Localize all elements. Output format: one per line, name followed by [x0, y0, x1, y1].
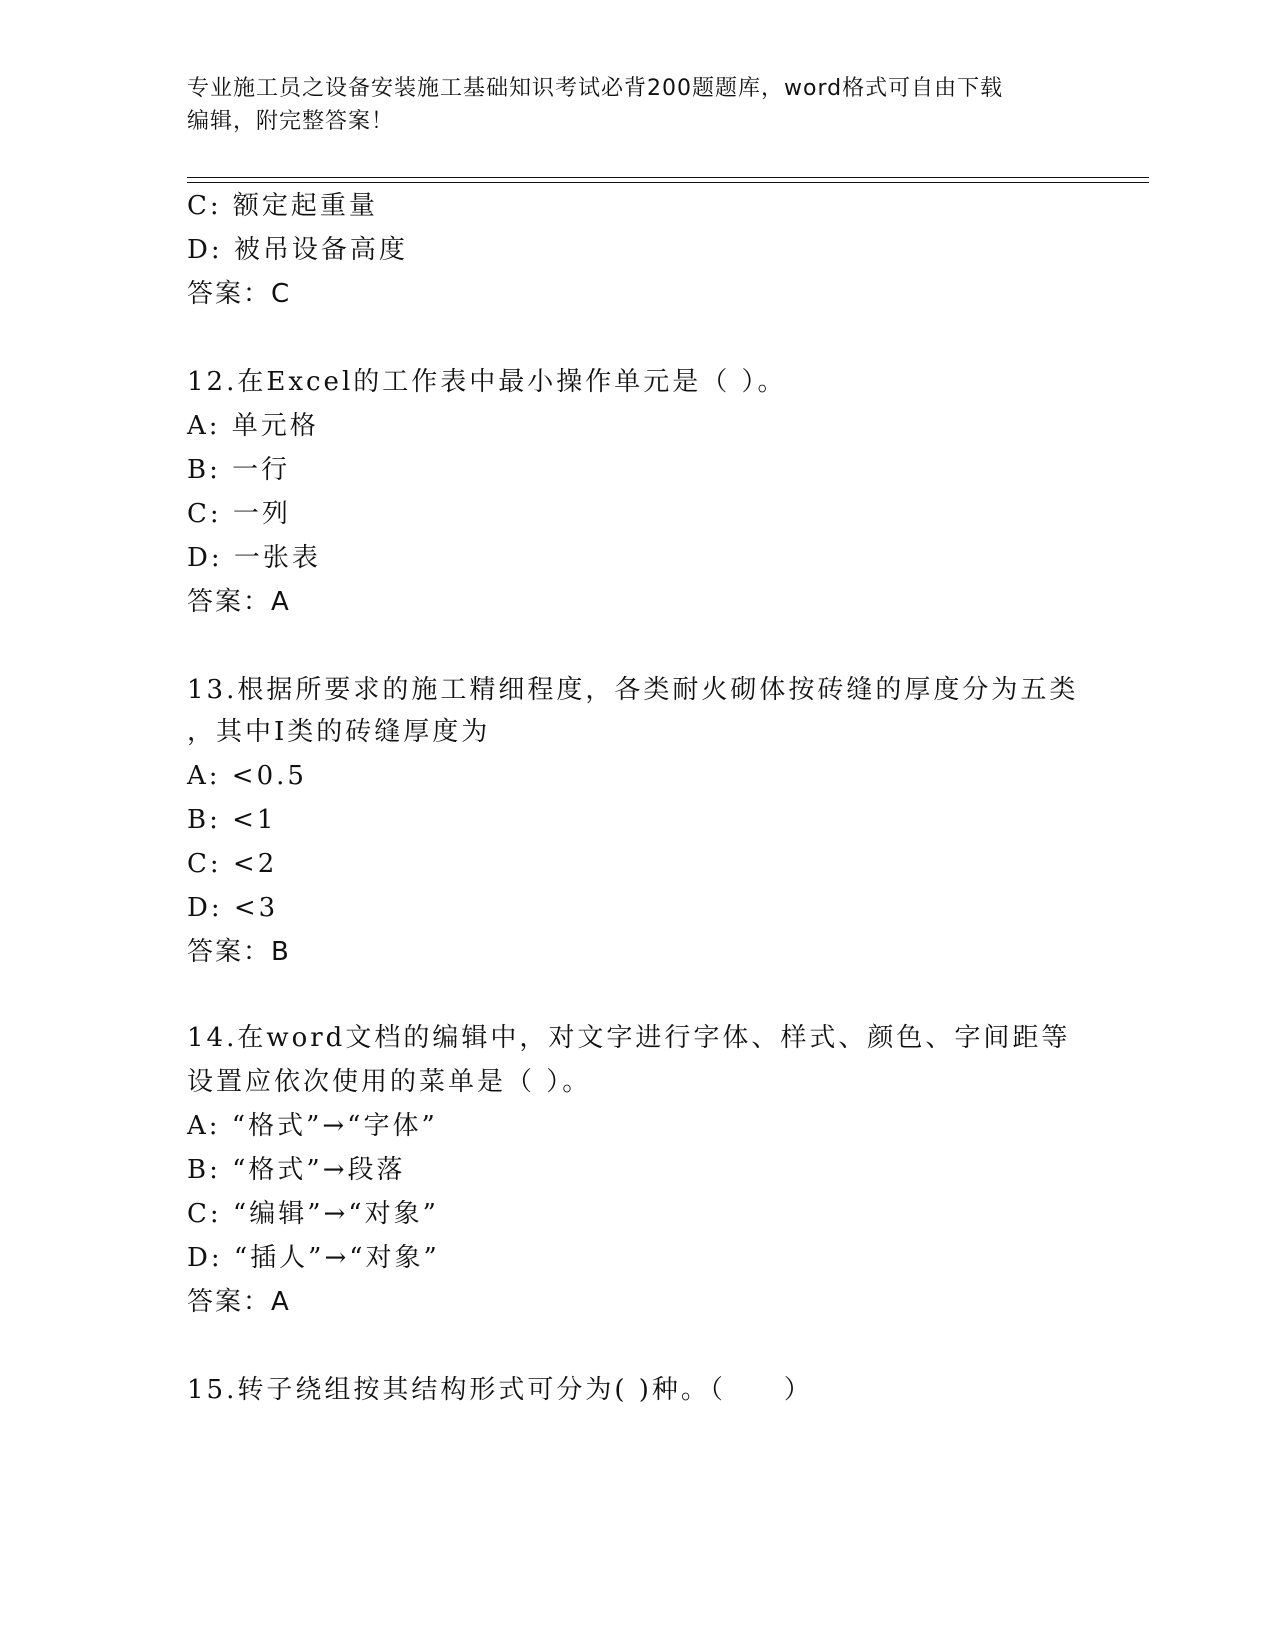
q13-option-b: B: <1 — [187, 805, 277, 835]
q13-question-line-1: 13.根据所要求的施工精细程度，各类耐火砌体按砖缝的厚度分为五类 — [187, 675, 1079, 705]
q13-question-line-2: ，其中Ⅰ类的砖缝厚度为 — [187, 717, 491, 747]
q11-option-d: D: 被吊设备高度 — [187, 235, 408, 265]
q12-option-c: C: 一列 — [187, 499, 291, 529]
q14-option-a: A: “格式”→“字体” — [187, 1111, 438, 1141]
q13-option-d: D: <3 — [187, 893, 279, 923]
answer-value: A — [271, 1287, 291, 1317]
header-title-line-1: 专业施工员之设备安装施工基础知识考试必背200题题库，word格式可自由下载 — [187, 76, 1004, 101]
answer-label: 答案： — [187, 937, 272, 967]
header-divider-bottom — [187, 182, 1149, 183]
answer-label: 答案： — [187, 587, 272, 617]
header-divider-top — [187, 177, 1149, 178]
answer-label: 答案： — [187, 279, 272, 309]
q13-option-a: A: <0.5 — [187, 761, 307, 791]
document-header — [187, 72, 1087, 138]
q11-option-c: C: 额定起重量 — [187, 191, 378, 221]
answer-label: 答案： — [187, 1287, 272, 1317]
q12-option-b: B: 一行 — [187, 455, 291, 485]
header-title-line-2: 编辑，附完整答案！ — [187, 109, 395, 134]
q11-answer — [187, 278, 291, 310]
answer-value: A — [271, 587, 291, 617]
q14-question-line-2: 设置应依次使用的菜单是（ ）。 — [187, 1067, 592, 1097]
answer-value: B — [271, 937, 291, 967]
answer-value: C — [271, 279, 292, 309]
q13-answer — [187, 936, 291, 968]
q13-option-c: C: <2 — [187, 849, 278, 879]
q14-option-d: D: “插人”→“对象” — [187, 1243, 440, 1273]
q12-option-a: A: 单元格 — [187, 411, 319, 441]
q12-option-d: D: 一张表 — [187, 543, 321, 573]
q14-question-line-1: 14.在word文档的编辑中，对文字进行字体、样式、颜色、字间距等 — [187, 1023, 1071, 1053]
q15-question: 15.转子绕组按其结构形式可分为( )种。（ ） — [187, 1375, 813, 1405]
q14-answer — [187, 1286, 291, 1318]
q12-question: 12.在Excel的工作表中最小操作单元是（ ）。 — [187, 367, 787, 397]
q12-answer — [187, 586, 291, 618]
q14-option-b: B: “格式”→段落 — [187, 1155, 406, 1185]
q14-option-c: C: “编辑”→“对象” — [187, 1199, 439, 1229]
